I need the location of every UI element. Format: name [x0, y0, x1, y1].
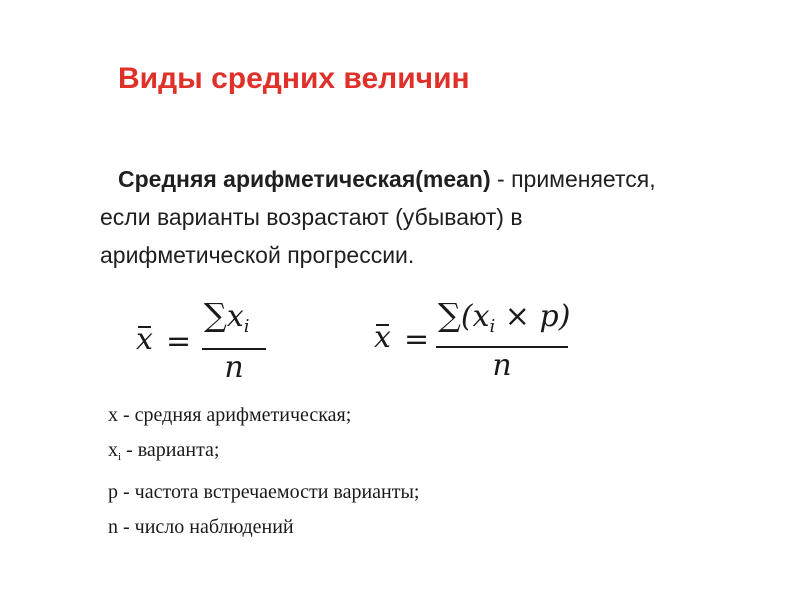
x-bar: x	[374, 320, 391, 355]
paragraph-line-2: если варианты возрастают (убывают) в	[100, 204, 523, 230]
formula-numerator	[438, 296, 570, 337]
definition-text: - средняя арифметическая;	[118, 404, 352, 426]
definition-row	[108, 510, 419, 545]
symbol-index: i	[118, 451, 122, 463]
x-variable: x	[226, 299, 244, 334]
mean-term: Средняя арифметическая(mean)	[118, 166, 491, 192]
symbol: p	[108, 481, 118, 503]
definition-text: - число наблюдений	[118, 516, 294, 538]
definition-text: - частота встречаемости варианты;	[118, 481, 420, 503]
index-i: i	[489, 316, 496, 337]
equals-sign: =	[166, 324, 192, 359]
equals-sign: =	[404, 322, 430, 357]
definition-paragraph	[100, 160, 740, 274]
symbol-definitions	[108, 398, 419, 545]
definition-text: - варианта;	[121, 439, 220, 461]
definition-row	[108, 475, 419, 510]
paragraph-line-1	[100, 160, 740, 198]
formula-denominator: n	[492, 348, 512, 383]
x-bar: x	[136, 322, 153, 357]
sigma-icon: ∑	[204, 296, 227, 334]
times-sign: ×	[495, 299, 540, 334]
slide-title: Виды средних величин	[118, 62, 470, 95]
symbol: n	[108, 516, 118, 538]
paragraph-line-1-rest: - применяется,	[490, 166, 656, 192]
formula-denominator: n	[224, 350, 244, 385]
close-paren: )	[558, 299, 571, 334]
sigma-icon: ∑	[438, 296, 461, 334]
open-paren: (	[460, 299, 473, 334]
paragraph-line-3: арифметической прогрессии.	[100, 242, 415, 268]
index-i: i	[243, 316, 250, 337]
definition-row	[108, 433, 419, 475]
weighted-mean-formula	[374, 296, 584, 396]
p-variable: p	[539, 299, 559, 334]
simple-mean-formula	[136, 296, 276, 396]
definition-row	[108, 398, 419, 433]
symbol: x	[108, 404, 118, 426]
formula-numerator	[204, 296, 250, 337]
symbol: x	[108, 439, 118, 461]
x-variable: x	[472, 299, 490, 334]
